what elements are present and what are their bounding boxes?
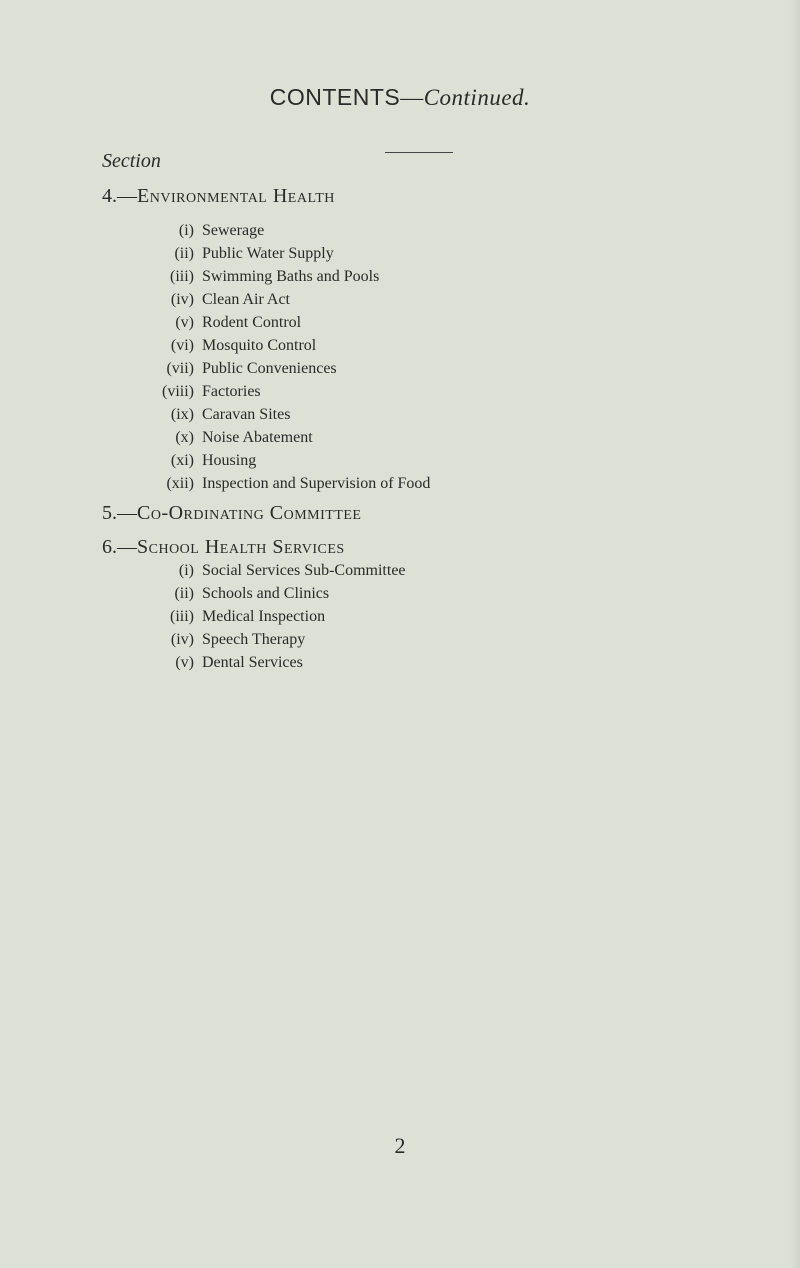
list-item bbox=[0, 429, 700, 453]
item-number: (viii) bbox=[162, 383, 194, 400]
list-item bbox=[0, 360, 700, 384]
list-item bbox=[0, 291, 700, 315]
item-label: Schools and Clinics bbox=[202, 585, 330, 602]
item-label: Caravan Sites bbox=[202, 406, 291, 423]
item-label: Medical Inspection bbox=[202, 608, 326, 625]
item-number: (v) bbox=[175, 654, 194, 671]
section-number: 5. bbox=[102, 502, 117, 524]
item-number: (vi) bbox=[170, 337, 194, 354]
item-number: (ii) bbox=[174, 585, 194, 602]
list-item bbox=[0, 314, 700, 338]
list-item bbox=[0, 475, 700, 499]
item-label: Sewerage bbox=[202, 222, 265, 239]
item-number: (iv) bbox=[170, 631, 194, 648]
section-dash: — bbox=[117, 185, 137, 207]
page-heading bbox=[0, 84, 800, 111]
item-label: Swimming Baths and Pools bbox=[202, 268, 380, 285]
list-item bbox=[0, 452, 700, 476]
list-item bbox=[0, 337, 700, 361]
list-item bbox=[0, 562, 700, 586]
page-edge-shadow bbox=[790, 0, 800, 1268]
section-title: Co-Ordinating Committee bbox=[137, 502, 362, 524]
item-label: Noise Abatement bbox=[202, 429, 313, 446]
item-label: Social Services Sub-Committee bbox=[202, 562, 406, 579]
heading-rule bbox=[385, 152, 453, 153]
section-number: 4. bbox=[102, 185, 117, 207]
item-label: Public Water Supply bbox=[202, 245, 334, 262]
item-number: (v) bbox=[175, 314, 194, 331]
list-item bbox=[0, 383, 700, 407]
item-number: (ix) bbox=[170, 406, 194, 423]
item-number: (x) bbox=[175, 429, 194, 446]
item-label: Housing bbox=[202, 452, 257, 469]
item-number: (iv) bbox=[170, 291, 194, 308]
list-item bbox=[0, 654, 700, 678]
item-label: Speech Therapy bbox=[202, 631, 306, 648]
list-item bbox=[0, 608, 700, 632]
section-4-heading bbox=[102, 185, 335, 208]
section-column-label: Section bbox=[102, 150, 161, 172]
item-number: (xi) bbox=[170, 452, 194, 469]
section-dash: — bbox=[117, 536, 137, 558]
section-title: Environmental Health bbox=[137, 185, 335, 207]
item-label: Public Conveniences bbox=[202, 360, 337, 377]
list-item bbox=[0, 268, 700, 292]
list-item bbox=[0, 631, 700, 655]
item-label: Clean Air Act bbox=[202, 291, 290, 308]
section-5-heading bbox=[102, 502, 361, 525]
item-label: Inspection and Supervision of Food bbox=[202, 475, 431, 492]
item-label: Factories bbox=[202, 383, 261, 400]
item-number: (xii) bbox=[166, 475, 194, 492]
section-dash: — bbox=[117, 502, 137, 524]
item-number: (iii) bbox=[170, 268, 194, 285]
page-number: 2 bbox=[394, 1133, 406, 1158]
section-title: School Health Services bbox=[137, 536, 345, 558]
item-number: (i) bbox=[178, 562, 194, 579]
list-item bbox=[0, 585, 700, 609]
heading-continued: Continued. bbox=[423, 85, 531, 110]
item-label: Mosquito Control bbox=[202, 337, 317, 354]
section-6-heading bbox=[102, 536, 345, 559]
item-number: (iii) bbox=[170, 608, 194, 625]
list-item bbox=[0, 222, 700, 246]
section-number: 6. bbox=[102, 536, 117, 558]
item-number: (ii) bbox=[174, 245, 194, 262]
list-item bbox=[0, 406, 700, 430]
item-number: (i) bbox=[178, 222, 194, 239]
item-label: Dental Services bbox=[202, 654, 303, 671]
item-label: Rodent Control bbox=[202, 314, 302, 331]
heading-dash: — bbox=[400, 85, 424, 110]
list-item bbox=[0, 245, 700, 269]
item-number: (vii) bbox=[166, 360, 194, 377]
heading-main: CONTENTS bbox=[269, 84, 401, 110]
